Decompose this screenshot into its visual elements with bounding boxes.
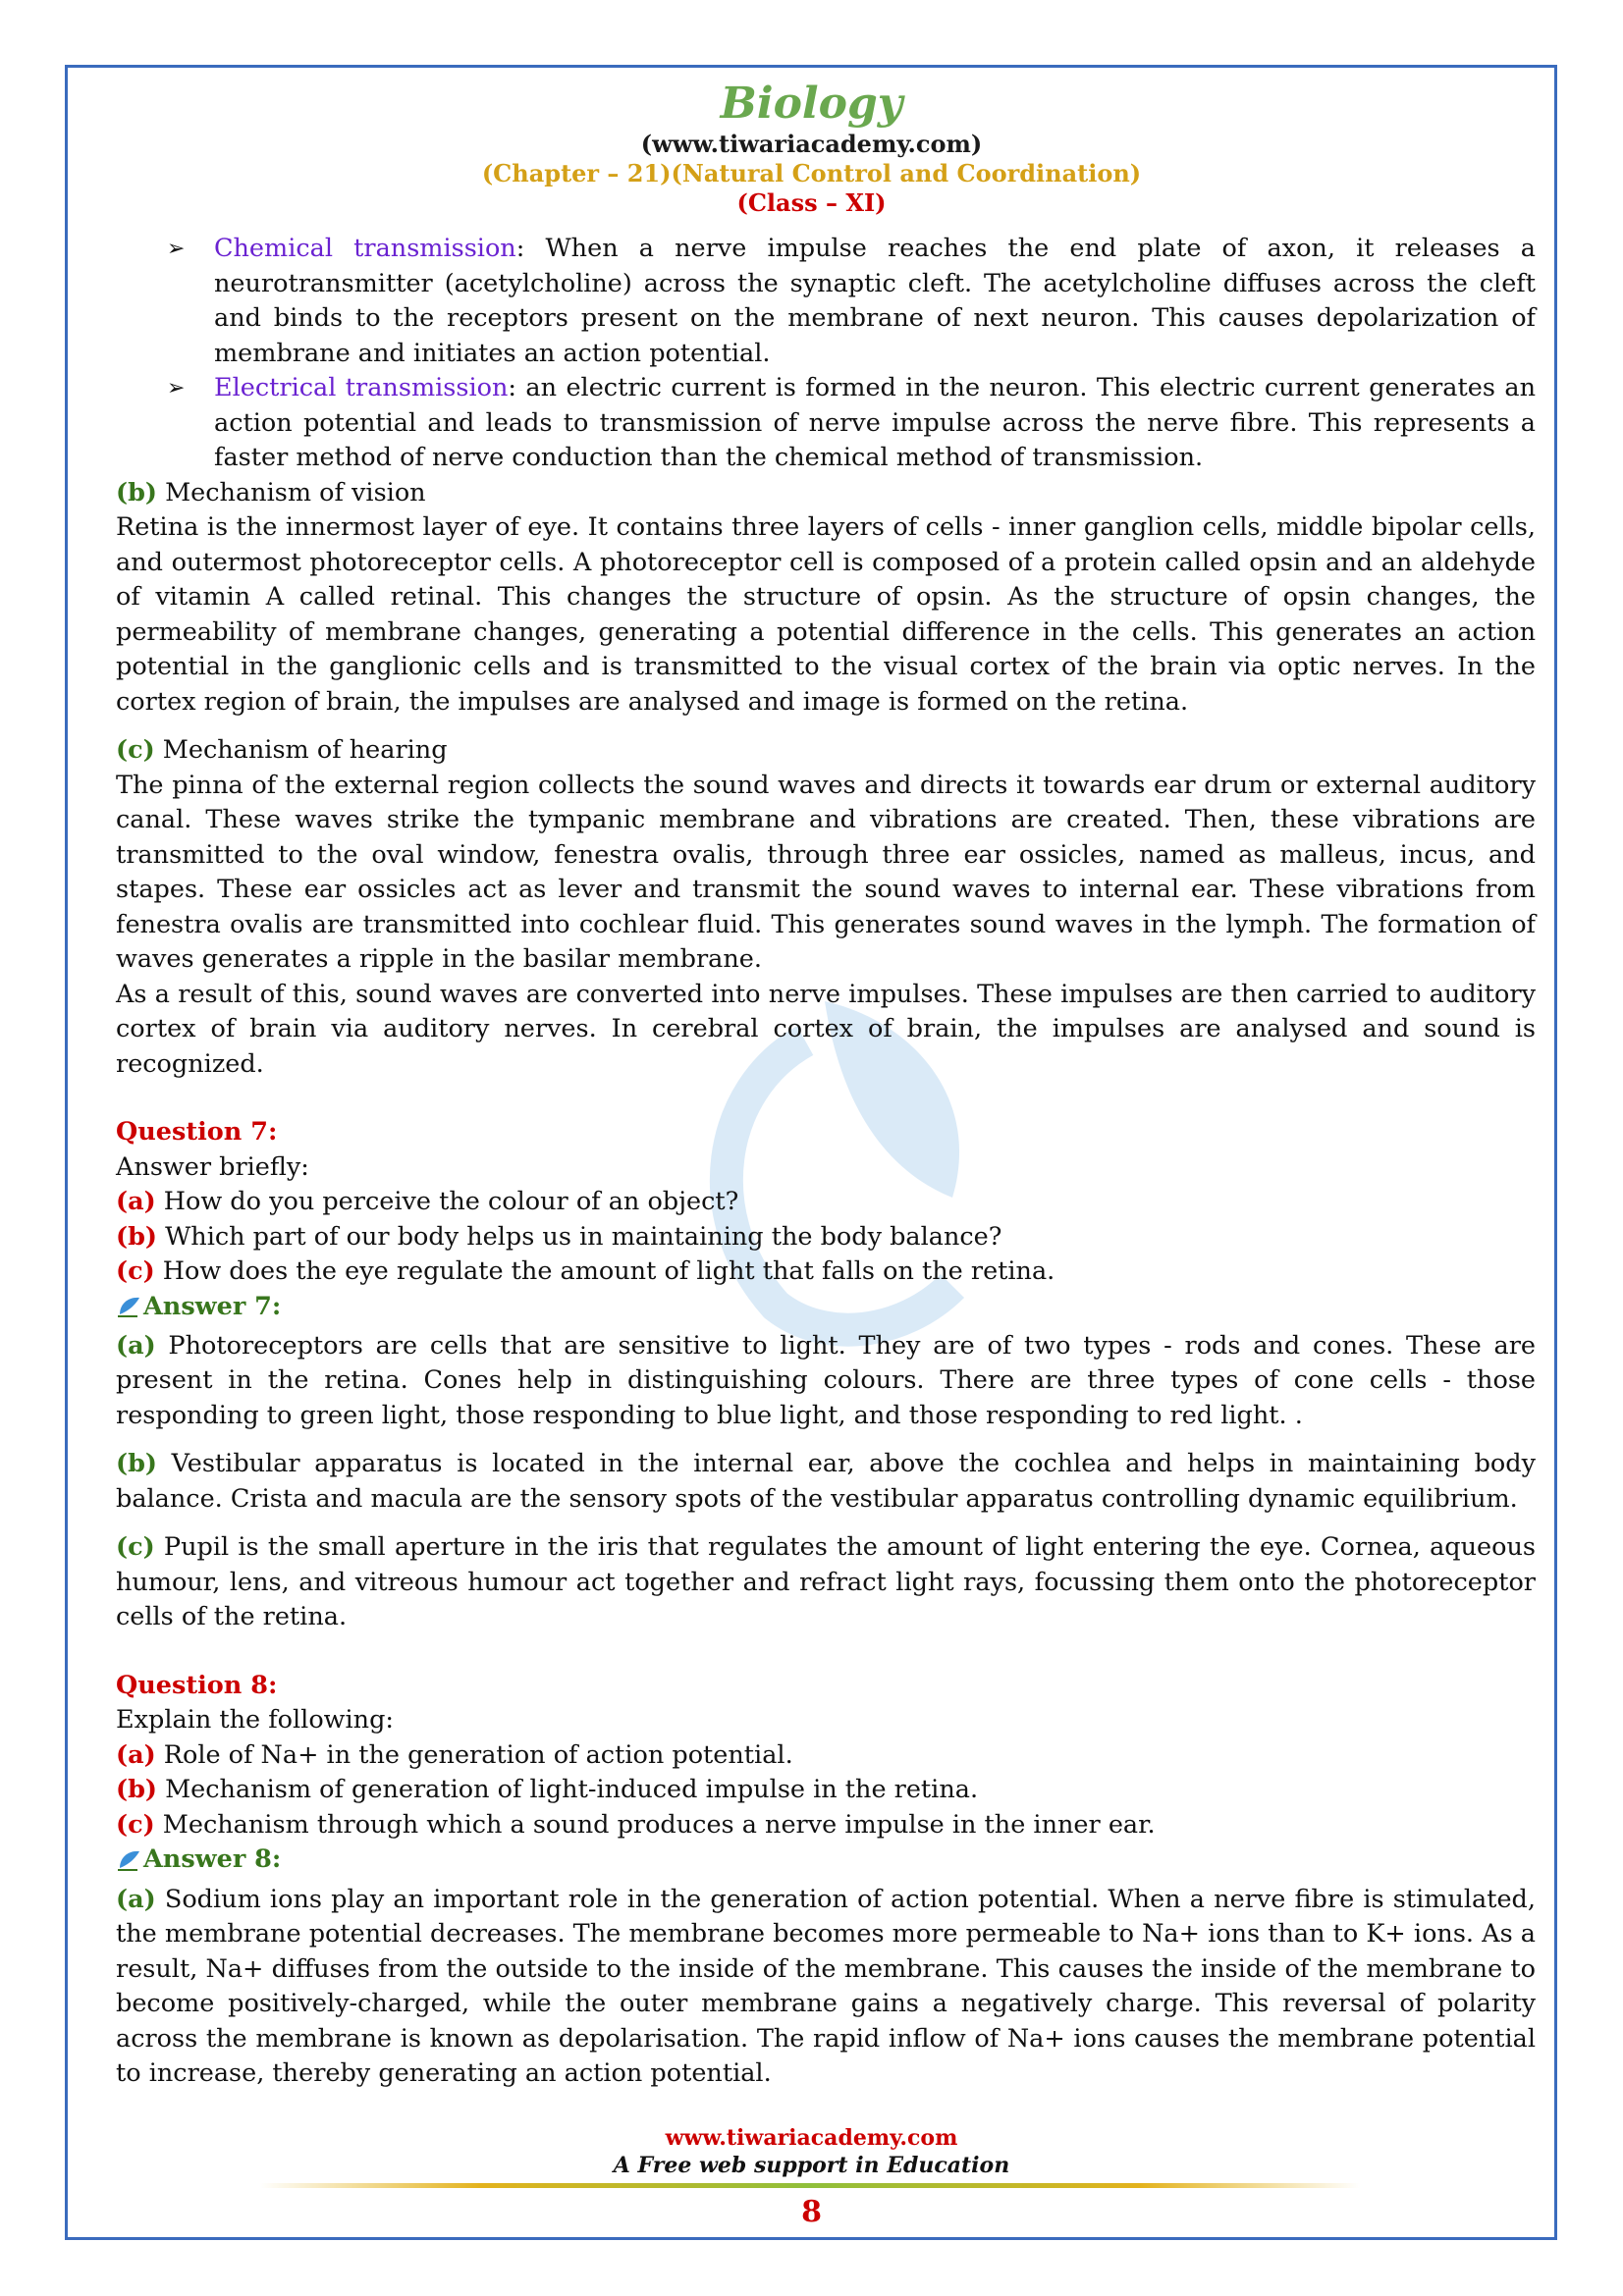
question-7-item: (b) Which part of our body helps us in maintaining the body balance?	[116, 1221, 1002, 1252]
tiwari-logo-icon	[116, 1848, 141, 1872]
class-label: (Class – XI)	[736, 188, 887, 217]
page-footer	[0, 2124, 1623, 2179]
header-site[interactable]: (www.tiwariacademy.com)	[640, 130, 983, 158]
transmission-list	[116, 232, 1536, 476]
answer-7-item: (a) Photoreceptors are cells that are sensitive to light. They are of two types - rods and cones. These are present in the retina. Cones help in distinguishing colours. There are three types of cone cells - those responding to green light, those responding to blue light, and those responding to red light. .	[116, 1330, 1536, 1430]
bullet-text: : an electric current is formed in the neuron. This electric current generates an action potential and leads to transmission of nerve impulse across the nerve fibre. This represents a faster method of nerve conduction than the chemical method of transmission.	[214, 373, 1536, 472]
question-8-item: (b) Mechanism of generation of light-induced impulse in the retina.	[116, 1775, 979, 1805]
tiwari-logo-icon	[116, 1295, 141, 1318]
question-7-title: Question 7:	[116, 1117, 278, 1147]
question-7-item: (c) How does the eye regulate the amount of light that falls on the retina.	[116, 1256, 1055, 1286]
vision-heading: (b) Mechanism of vision	[116, 477, 426, 507]
bullet-term: Chemical transmission	[214, 234, 516, 263]
question-7-intro: Answer briefly:	[116, 1151, 309, 1182]
footer-tagline: A Free web support in Education	[613, 2153, 1010, 2178]
answer-8-title: Answer 8:	[116, 1842, 281, 1878]
hearing-heading: (c) Mechanism of hearing	[116, 735, 448, 765]
page-content	[116, 232, 1536, 2092]
question-7-item: (a) How do you perceive the colour of an object?	[116, 1187, 739, 1216]
page-header	[0, 79, 1623, 218]
vision-paragraph: Retina is the innermost layer of eye. It contains three layers of cells - inner ganglion cells, middle bipolar cells, and outermost photoreceptor cells. A photoreceptor cell is composed of a protein called opsin and an aldehyde of vitamin A called retinal. This changes the structure of opsin. As the structure of opsin changes, the permeability of membrane changes, generating a potential difference in the cells. This generates an action potential in the ganglionic cells and is transmitted to the visual cortex of the brain via optic nerves. In the cortex region of brain, the impulses are analysed and image is formed on the retina.	[116, 512, 1536, 717]
part-label: (c)	[116, 735, 155, 765]
answer-7-item: (c) Pupil is the small aperture in the iris that regulates the amount of light entering the eye. Cornea, aqueous humour, lens, and vitreous humour act together and refract light rays, focussing them onto the photoreceptor cells of the retina.	[116, 1532, 1536, 1632]
bullet-term: Electrical transmission	[214, 373, 509, 402]
answer-8-item: (a) Sodium ions play an important role in the generation of action potential. When a nerve fibre is stimulated, the membrane potential decreases. The membrane becomes more permeable to Na+ ions than to K+ ions. As a result, Na+ diffuses from the outside to the inside of the membrane. This causes the inside of the membrane to become positively-charged, while the outer membrane gains a negatively charge. This reversal of polarity across the membrane is known as depolarisation. The rapid inflow of Na+ ions causes the membrane potential to increase, thereby generating an action potential.	[116, 1884, 1536, 2088]
question-8-title: Question 8:	[116, 1670, 278, 1700]
arrow-bullet-icon: ➢	[167, 237, 186, 261]
footer-site-link[interactable]: www.tiwariacademy.com	[665, 2125, 958, 2151]
hearing-paragraph-2: As a result of this, sound waves are converted into nerve impulses. These impulses are then carried to auditory cortex of brain via auditory nerves. In cerebral cortex of brain, the impulses are analysed and sound is recognized.	[116, 979, 1536, 1079]
hearing-paragraph-1: The pinna of the external region collects the sound waves and directs it towards ear drum or external auditory canal. These waves strike the tympanic membrane and vibrations are created. Then, these vibrations are transmitted to the oval window, fenestra ovalis, through three ear ossicles, named as malleus, incus, and stapes. These ear ossicles act as lever and transmit the sound waves to internal ear. These vibrations from fenestra ovalis are transmitted into cochlear fluid. This generates sound waves in the lymph. The formation of waves generates a ripple in the basilar membrane.	[116, 770, 1536, 974]
answer-7-item: (b) Vestibular apparatus is located in the internal ear, above the cochlea and helps in maintaining body balance. Crista and macula are the sensory spots of the vestibular apparatus controlling dynamic equilibrium.	[116, 1449, 1536, 1514]
chapter-title: (Chapter – 21)(Natural Control and Coordination)	[481, 159, 1142, 187]
list-item	[116, 371, 1536, 476]
question-8-item: (a) Role of Na+ in the generation of action potential.	[116, 1739, 793, 1770]
footer-divider	[260, 2183, 1360, 2188]
question-8-intro: Explain the following:	[116, 1705, 395, 1735]
part-label: (b)	[116, 477, 157, 507]
list-item	[116, 232, 1536, 371]
question-8-item: (c) Mechanism through which a sound produces a nerve impulse in the inner ear.	[116, 1809, 1156, 1840]
arrow-bullet-icon: ➢	[167, 376, 186, 400]
subject-title: Biology	[720, 79, 903, 129]
bullet-text: : When a nerve impulse reaches the end plate of axon, it releases a neurotransmitter (acetylcholine) across the synaptic cleft. The acetylcholine diffuses across the cleft and binds to the receptors present on the membrane of next neuron. This causes depolarization of membrane and initiates an action potential.	[214, 234, 1536, 368]
answer-7-title: Answer 7:	[116, 1290, 281, 1325]
page-number: 8	[801, 2195, 822, 2229]
